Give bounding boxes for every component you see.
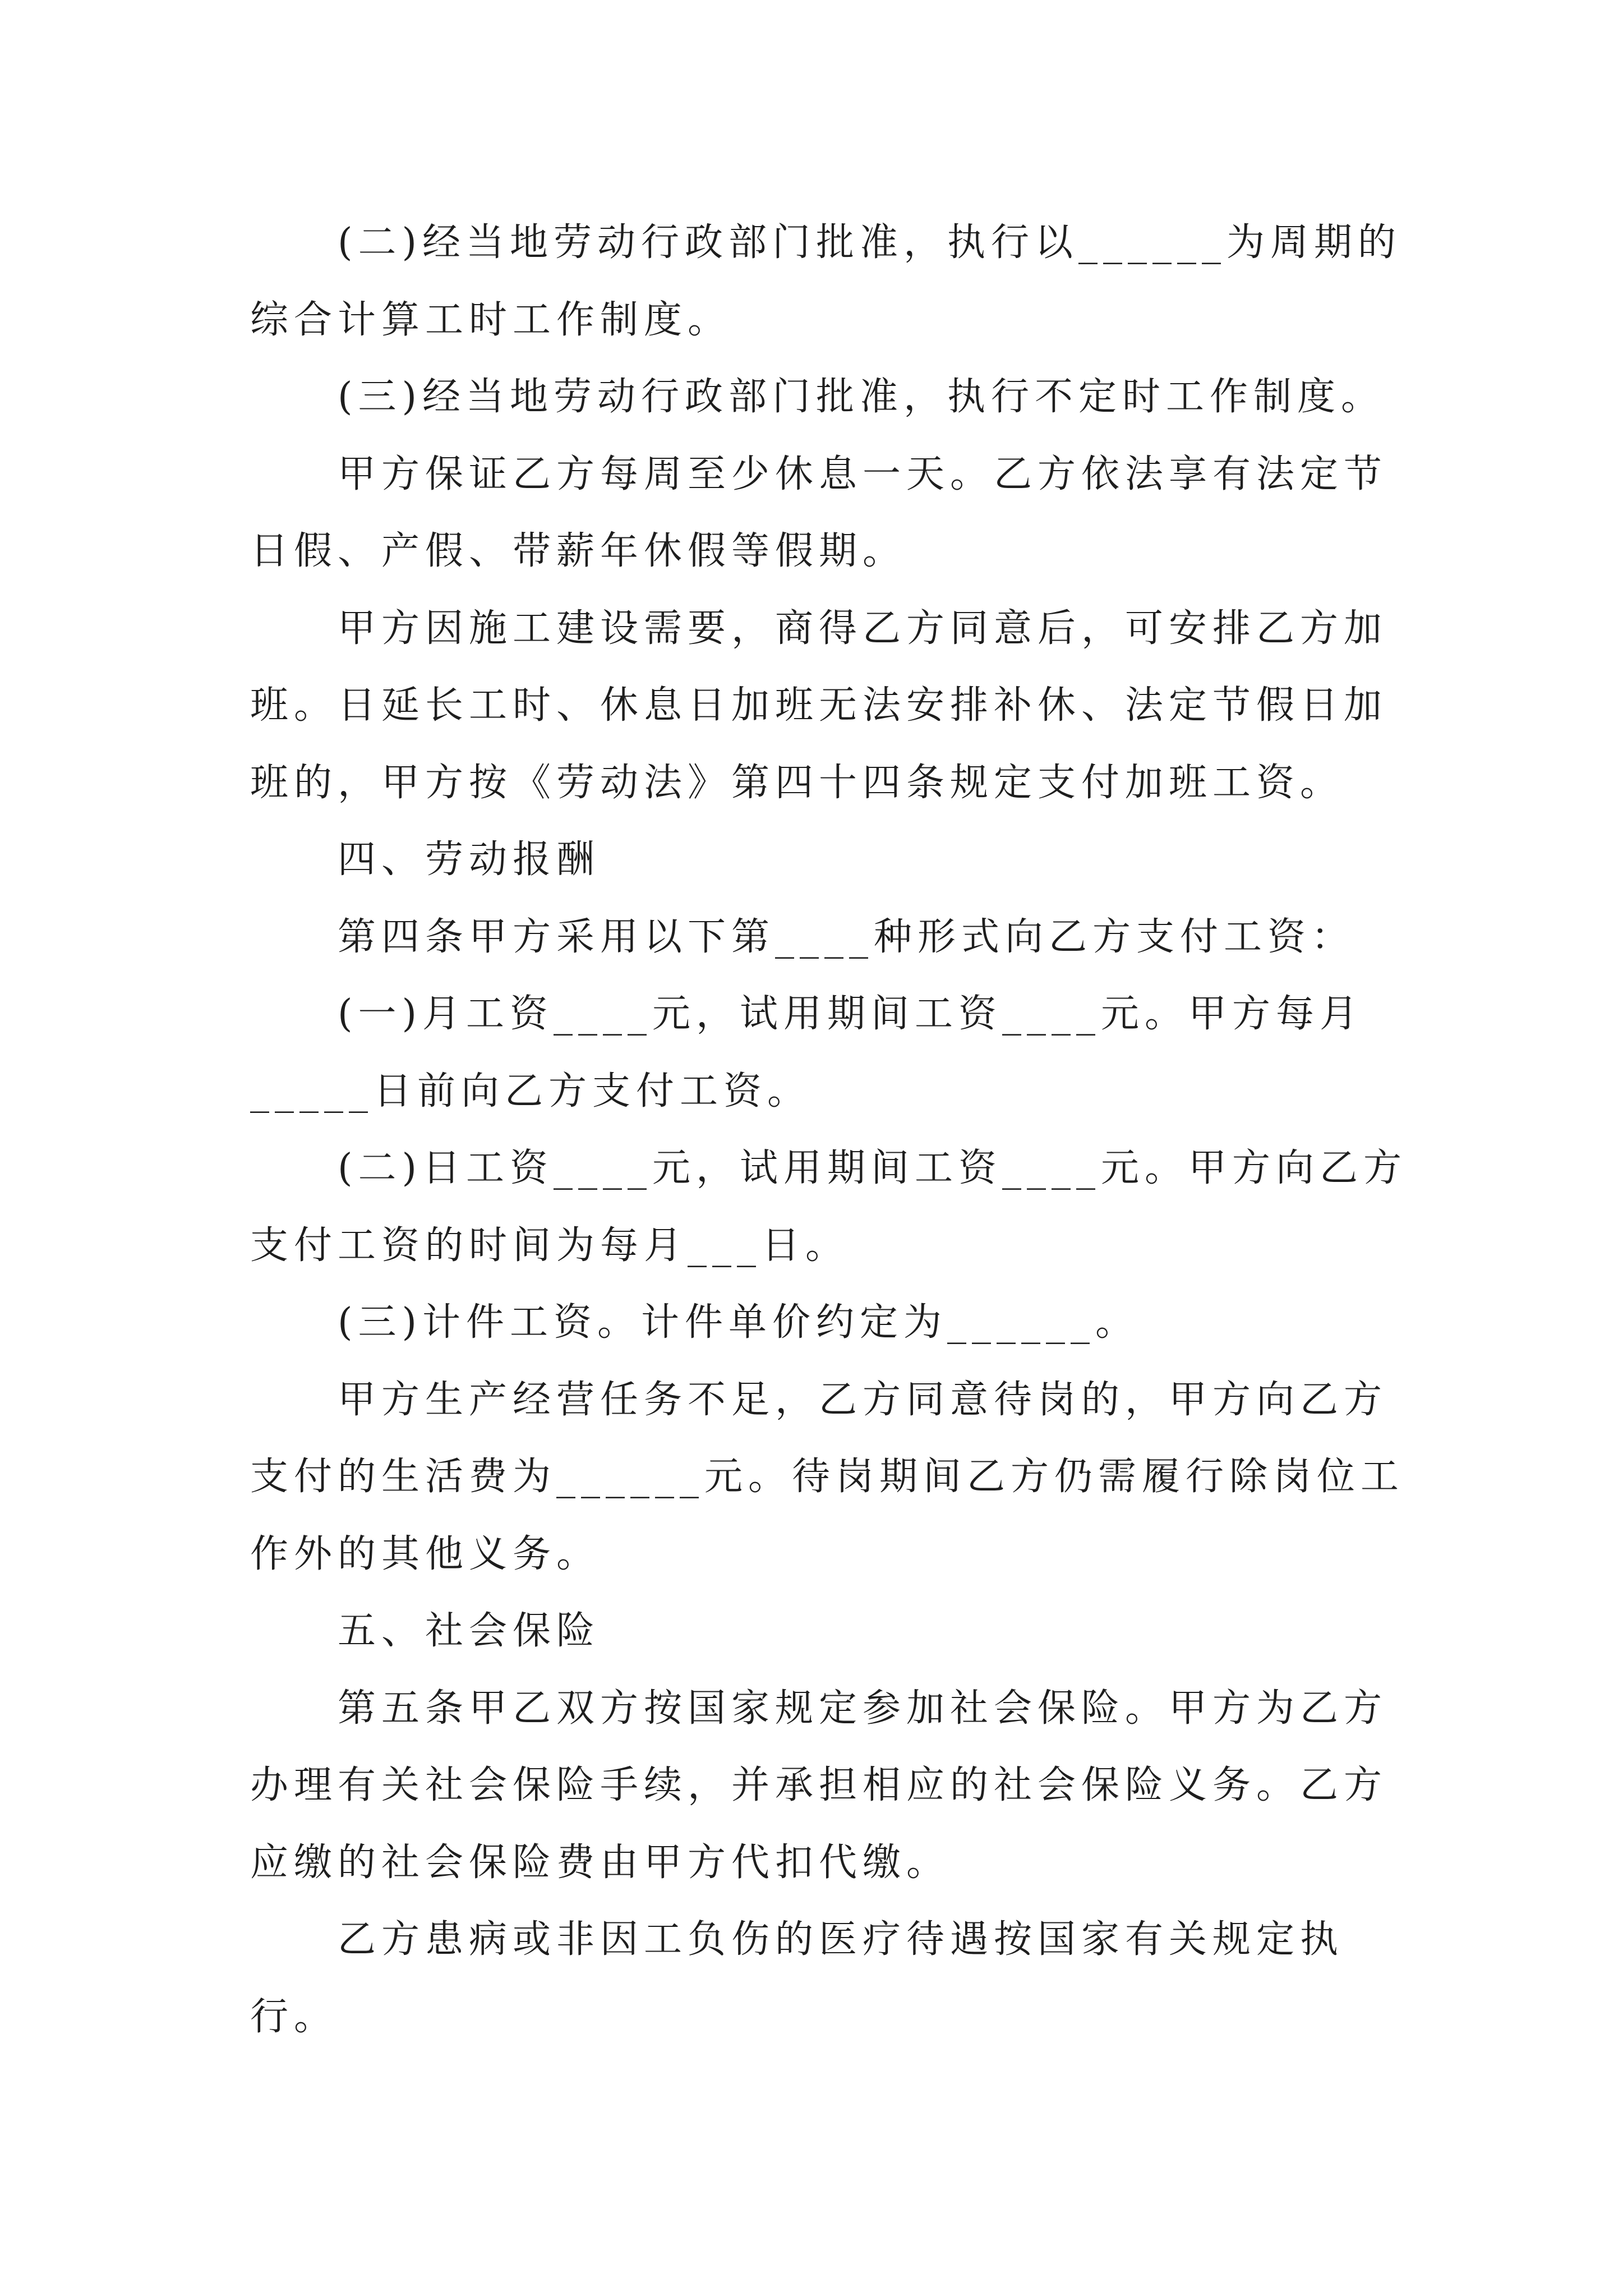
- text-line: 综合计算工时工作制度。: [250, 297, 732, 342]
- paragraph-working-hours-option-2: [250, 204, 1450, 358]
- text-line: 作外的其他义务。: [250, 1531, 601, 1576]
- article-clause: 第五条甲乙双方按国家规定参加社会保险。甲方为乙方: [338, 1686, 1388, 1731]
- text-line: (一)月工资____元，试用期间工资____元。甲方每月: [338, 992, 1364, 1036]
- text-line: 支付工资的时间为每月___日。: [250, 1223, 850, 1268]
- text-line: 办理有关社会保险手续，并承担相应的社会保险义务。乙方: [250, 1763, 1388, 1807]
- article-4: [250, 899, 1450, 976]
- paragraph-standby: [250, 1361, 1450, 1593]
- text-line: 甲方因施工建设需要，商得乙方同意后，可安排乙方加: [338, 606, 1388, 651]
- text-line: 行。: [250, 1994, 338, 2039]
- text-line: (三)计件工资。计件单价约定为______。: [338, 1300, 1140, 1345]
- article-clause: 第四条甲方采用以下第____种形式向乙方支付工资：: [338, 914, 1355, 959]
- paragraph-working-hours-option-3: [250, 358, 1450, 436]
- paragraph-rest-days: [250, 436, 1450, 590]
- paragraph-daily-wage: [250, 1130, 1450, 1284]
- text-line: 日假、产假、带薪年休假等假期。: [250, 529, 907, 573]
- text-line: 支付的生活费为______元。待岗期间乙方仍需履行除岗位工: [250, 1455, 1405, 1499]
- section-heading: 四、劳动报酬: [338, 838, 601, 882]
- section-heading-remuneration: [250, 821, 1450, 899]
- text-line: (二)经当地劳动行政部门批准，执行以______为周期的: [338, 220, 1402, 265]
- section-heading-social-insurance: [250, 1593, 1450, 1670]
- paragraph-monthly-wage: [250, 976, 1450, 1130]
- text-line: 班。日延长工时、休息日加班无法安排补休、法定节假日加: [250, 683, 1388, 728]
- text-line: 乙方患病或非因工负伤的医疗待遇按国家有关规定执: [338, 1917, 1344, 1962]
- text-line: 应缴的社会保险费由甲方代扣代缴。: [250, 1840, 951, 1885]
- section-heading: 五、社会保险: [338, 1609, 601, 1653]
- text-line: 甲方生产经营任务不足，乙方同意待岗的，甲方向乙方: [338, 1377, 1388, 1422]
- article-5: [250, 1670, 1450, 1902]
- text-line: 班的，甲方按《劳动法》第四十四条规定支付加班工资。: [250, 760, 1344, 805]
- document-body: [250, 204, 1450, 2055]
- text-line: (二)日工资____元，试用期间工资____元。甲方向乙方: [338, 1146, 1408, 1190]
- paragraph-piece-wage: [250, 1284, 1450, 1361]
- text-line: 甲方保证乙方每周至少休息一天。乙方依法享有法定节: [338, 452, 1388, 496]
- paragraph-medical-treatment: [250, 1901, 1450, 2055]
- text-line: _____日前向乙方支付工资。: [250, 1069, 811, 1114]
- text-line: (三)经当地劳动行政部门批准，执行不定时工作制度。: [338, 375, 1385, 419]
- paragraph-overtime: [250, 590, 1450, 822]
